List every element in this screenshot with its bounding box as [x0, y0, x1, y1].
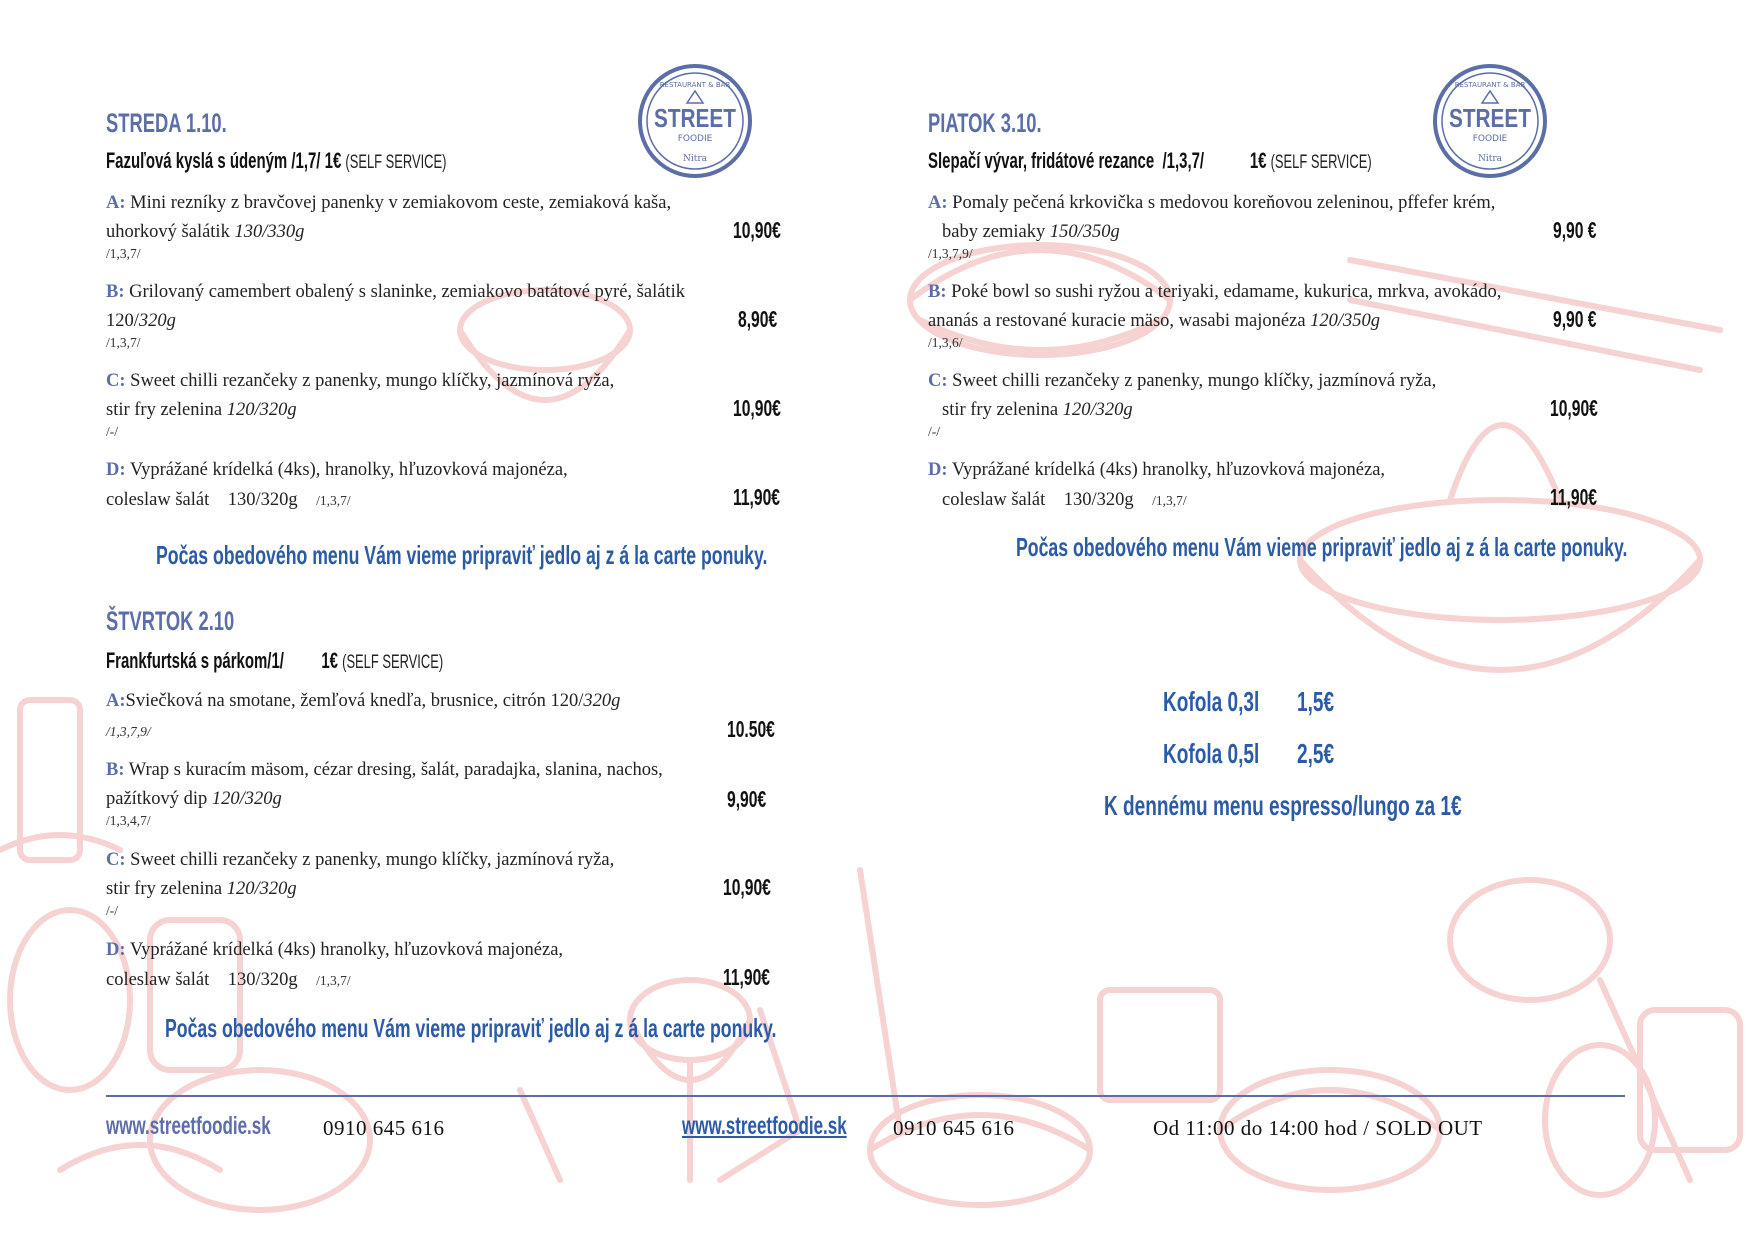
opening-hours: [1153, 1116, 1483, 1141]
item-allergens: /1,3,7/: [106, 246, 141, 261]
menu-item-b: [106, 282, 685, 303]
item-price: 8,90€: [738, 306, 778, 332]
item-line2: [106, 490, 351, 511]
drink-name: Kofola 0,5l: [1163, 738, 1260, 769]
item-line2: [106, 970, 351, 991]
item-allergens: /-/: [928, 424, 940, 439]
item-desc: Wrap s kuracím mäsom, cézar dresing, šalát, paradajka, slanina, nachos,: [128, 760, 663, 780]
item-desc: pažítkový dip: [106, 789, 208, 809]
item-weight: 120/350g: [1310, 311, 1381, 331]
item-desc: Sweet chilli rezančeky z panenky, mungo klíčky, jazmínová ryža,: [952, 371, 1437, 391]
day-heading: STREDA 1.10.: [106, 108, 227, 138]
item-letter: B:: [106, 282, 125, 302]
menu-item-c: [106, 371, 614, 392]
svg-text:RESTAURANT & BAR: RESTAURANT & BAR: [659, 81, 731, 89]
item-line2: [942, 400, 1133, 421]
soup-line: [106, 648, 443, 674]
menu-item-a: [928, 193, 1495, 214]
menu-item-c: [928, 371, 1436, 392]
item-desc: Sviečková na smotane, žemľová knedľa, brusnice, citrón 120/: [125, 691, 584, 711]
drink-name: Kofola 0,3l: [1163, 686, 1260, 717]
item-price: 9,90 €: [1553, 217, 1597, 243]
item-desc: stir fry zelenina: [106, 400, 223, 420]
item-price: 10,90€: [723, 874, 771, 900]
menu-item-d: [928, 460, 1385, 481]
menu-item-c: [106, 850, 614, 871]
item-letter: B:: [106, 760, 125, 780]
item-price: 10.50€: [727, 716, 775, 742]
item-allergens: /1,3,7/: [316, 493, 351, 508]
item-desc: Grilovaný camembert obalený s slaninke, zemiakovo batátové pyré, šalátik: [129, 282, 685, 302]
drink-price: 2,5€: [1297, 738, 1335, 769]
soup-name: Frankfurtská s párkom/1/ 1€: [106, 648, 338, 673]
item-desc: uhorkový šalátik: [106, 222, 230, 242]
item-desc: coleslaw šalát 130/320g: [106, 490, 298, 510]
item-weight: 130/330g: [234, 222, 305, 242]
item-allergens: /-/: [106, 903, 118, 918]
item-line2: [106, 311, 176, 332]
item-desc: coleslaw šalát 130/320g: [942, 490, 1134, 510]
item-line2: [928, 311, 1380, 332]
item-price: 11,90€: [1550, 484, 1597, 510]
item-weight: 120/320g: [1062, 400, 1133, 420]
item-line2: [106, 222, 304, 243]
street-foodie-logo: [1432, 63, 1548, 179]
item-price: 11,90€: [723, 964, 770, 990]
item-desc: stir fry zelenina: [106, 879, 223, 899]
item-line2: [942, 222, 1120, 243]
footer-divider: [106, 1095, 1625, 1097]
website-link[interactable]: www.streetfoodie.sk: [682, 1112, 847, 1140]
day-heading: ŠTVRTOK 2.10: [106, 606, 235, 636]
item-desc: Vyprážané krídelká (4ks), hranolky, hľuzovková majonéza,: [129, 460, 568, 480]
item-line2: [106, 789, 282, 810]
item-desc: Mini rezníky z bravčovej panenky v zemiakovom ceste, zemiaková kaša,: [130, 193, 672, 213]
menu-item-a: [106, 193, 671, 214]
item-letter: C:: [106, 371, 126, 391]
svg-text:STREET: STREET: [653, 103, 737, 133]
item-letter: A:: [106, 193, 126, 213]
svg-text:Nitra: Nitra: [1477, 154, 1503, 164]
item-letter: A:: [106, 691, 126, 711]
item-letter: D:: [106, 460, 126, 480]
item-desc: Sweet chilli rezančeky z panenky, mungo klíčky, jazmínová ryža,: [130, 371, 615, 391]
menu-item-a: [106, 691, 620, 712]
hours-text: Od 11:00 do 14:00 hod /: [1153, 1116, 1370, 1140]
item-letter: B:: [928, 282, 947, 302]
street-foodie-logo: [637, 63, 753, 179]
item-allergens: /1,3,7/: [316, 973, 351, 988]
item-line2: [106, 879, 297, 900]
soup-self-service: (SELF SERVICE): [342, 652, 444, 673]
item-allergens: /1,3,6/: [928, 335, 963, 350]
item-allergens: /1,3,7,9/: [928, 246, 973, 261]
item-line2: [106, 400, 297, 421]
item-weight: 120/320g: [226, 400, 297, 420]
item-letter: A:: [928, 193, 948, 213]
item-allergens: /1,3,7/: [1152, 493, 1187, 508]
website-link[interactable]: www.streetfoodie.sk: [106, 1112, 271, 1140]
item-weight: 320g: [583, 691, 621, 711]
item-letter: C:: [106, 850, 126, 870]
item-desc: Vyprážané krídelká (4ks) hranolky, hľuzovková majonéza,: [129, 940, 564, 960]
item-desc: 120/: [106, 311, 139, 331]
item-allergens: /1,3,4,7/: [106, 813, 151, 828]
coffee-offer: K dennému menu espresso/lungo za 1€: [1104, 790, 1462, 821]
item-desc: Pomaly pečená krkovička s medovou koreňovou zeleninou, pffefer krém,: [952, 193, 1496, 213]
item-weight: 120/320g: [226, 879, 297, 899]
item-price: 10,90€: [733, 217, 781, 243]
item-letter: D:: [106, 940, 126, 960]
svg-text:FOODIE: FOODIE: [677, 134, 713, 144]
day-heading: PIATOK 3.10.: [928, 108, 1042, 138]
soup-name: Fazuľová kyslá s údeným /1,7/ 1€: [106, 148, 342, 173]
menu-item-b: [928, 282, 1501, 303]
item-price: 10,90€: [1550, 395, 1598, 421]
item-weight: 320g: [138, 311, 176, 331]
menu-item-d: [106, 940, 563, 961]
menu-item-d: [106, 460, 568, 481]
item-desc: Sweet chilli rezančeky z panenky, mungo klíčky, jazmínová ryža,: [130, 850, 615, 870]
item-weight: 150/350g: [1049, 222, 1120, 242]
soup-name: Slepačí vývar, fridátové rezance /1,3,7/: [928, 148, 1205, 173]
phone-number: 0910 645 616: [323, 1116, 445, 1140]
soup-price: 1€: [1249, 148, 1267, 173]
phone-number: 0910 645 616: [893, 1116, 1015, 1140]
item-price: 11,90€: [733, 484, 780, 510]
item-desc: coleslaw šalát 130/320g: [106, 970, 298, 990]
soup-self-service: (SELF SERVICE): [345, 152, 447, 173]
drink-price: 1,5€: [1297, 686, 1335, 717]
a-la-carte-note: Počas obedového menu Vám vieme pripraviť jedlo aj z á la carte ponuky.: [156, 540, 768, 570]
menu-item-b: [106, 760, 663, 781]
svg-text:RESTAURANT & BAR: RESTAURANT & BAR: [1454, 81, 1526, 89]
item-allergens: /-/: [106, 424, 118, 439]
soup-self-service: (SELF SERVICE): [1270, 152, 1372, 173]
item-price: 9,90 €: [1553, 306, 1597, 332]
item-price: 9,90€: [727, 786, 767, 812]
item-desc: stir fry zelenina: [942, 400, 1059, 420]
item-weight: 120/320g: [211, 789, 282, 809]
soup-line: [106, 148, 446, 174]
item-price: 10,90€: [733, 395, 781, 421]
soup-line: [928, 148, 1372, 174]
svg-text:Nitra: Nitra: [682, 154, 708, 164]
item-letter: D:: [928, 460, 948, 480]
a-la-carte-note: Počas obedového menu Vám vieme pripraviť jedlo aj z á la carte ponuky.: [165, 1013, 777, 1043]
item-allergens: /1,3,7,9/: [106, 724, 151, 739]
svg-text:FOODIE: FOODIE: [1472, 134, 1508, 144]
sold-out-label: SOLD OUT: [1375, 1116, 1483, 1140]
item-letter: C:: [928, 371, 948, 391]
item-allergens: /1,3,7/: [106, 335, 141, 350]
item-line2: [942, 490, 1187, 511]
a-la-carte-note: Počas obedového menu Vám vieme pripraviť jedlo aj z á la carte ponuky.: [1016, 532, 1628, 562]
item-desc: Vyprážané krídelká (4ks) hranolky, hľuzovková majonéza,: [951, 460, 1386, 480]
svg-text:STREET: STREET: [1448, 103, 1532, 133]
item-desc: ananás a restované kuracie mäso, wasabi majonéza: [928, 311, 1306, 331]
item-desc: baby zemiaky: [942, 222, 1046, 242]
item-desc: Poké bowl so sushi ryžou a teriyaki, edamame, kukurica, mrkva, avokádo,: [951, 282, 1502, 302]
